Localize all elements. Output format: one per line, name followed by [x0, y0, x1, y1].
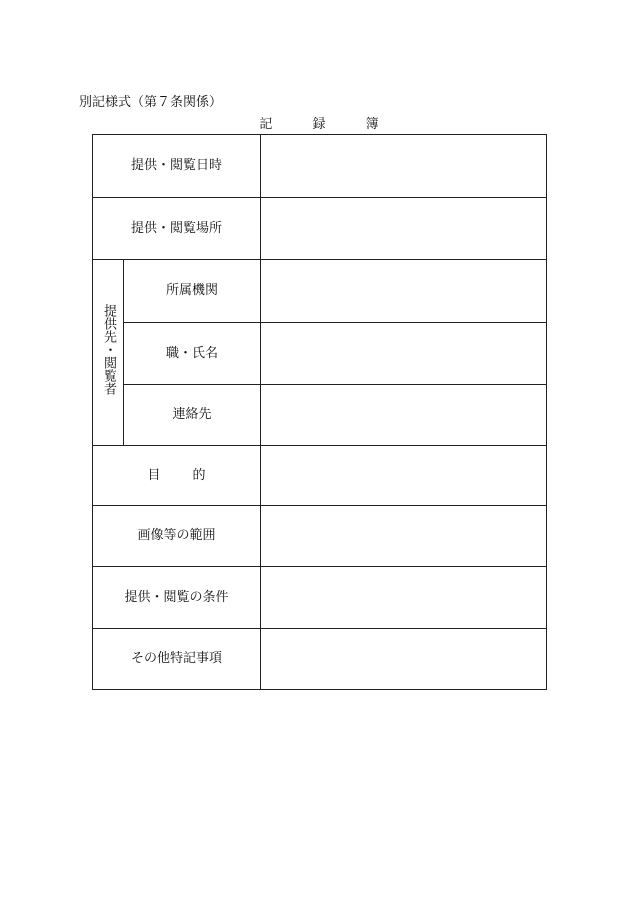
- purpose-char: 的: [192, 467, 206, 483]
- table-row: [93, 567, 547, 629]
- title-char: 録: [312, 117, 326, 132]
- table-row: [93, 198, 547, 260]
- table-row: [93, 135, 547, 198]
- image-range-value[interactable]: [261, 506, 547, 567]
- form-number-label: 別記様式（第７条関係）: [79, 95, 223, 110]
- contact-value[interactable]: [261, 385, 547, 446]
- recipient-group-label: 提供先・閲覧者: [101, 304, 116, 395]
- table-row: [93, 260, 547, 323]
- table-row: [93, 385, 547, 446]
- table-row: [93, 629, 547, 690]
- recipient-group-cell: [93, 260, 124, 446]
- affiliation-label: 所属機関: [124, 260, 261, 323]
- purpose-char: 目: [147, 467, 161, 483]
- provide-place-label: 提供・閲覧場所: [93, 198, 261, 260]
- contact-label: 連絡先: [124, 385, 261, 446]
- document-title: [92, 116, 546, 134]
- provide-datetime-label: 提供・閲覧日時: [93, 135, 261, 198]
- table-row: [93, 446, 547, 506]
- table-row: [93, 323, 547, 385]
- other-notes-label: その他特記事項: [93, 629, 261, 690]
- provide-datetime-value[interactable]: [261, 135, 547, 198]
- position-name-label: 職・氏名: [124, 323, 261, 385]
- purpose-label: [93, 446, 261, 506]
- position-name-value[interactable]: [261, 323, 547, 385]
- title-char: 簿: [365, 117, 379, 132]
- conditions-value[interactable]: [261, 567, 547, 629]
- table-row: [93, 506, 547, 567]
- provide-place-value[interactable]: [261, 198, 547, 260]
- record-table: [92, 134, 547, 690]
- purpose-value[interactable]: [261, 446, 547, 506]
- image-range-label: 画像等の範囲: [93, 506, 261, 567]
- conditions-label: 提供・閲覧の条件: [93, 567, 261, 629]
- affiliation-value[interactable]: [261, 260, 547, 323]
- title-char: 記: [259, 117, 273, 132]
- other-notes-value[interactable]: [261, 629, 547, 690]
